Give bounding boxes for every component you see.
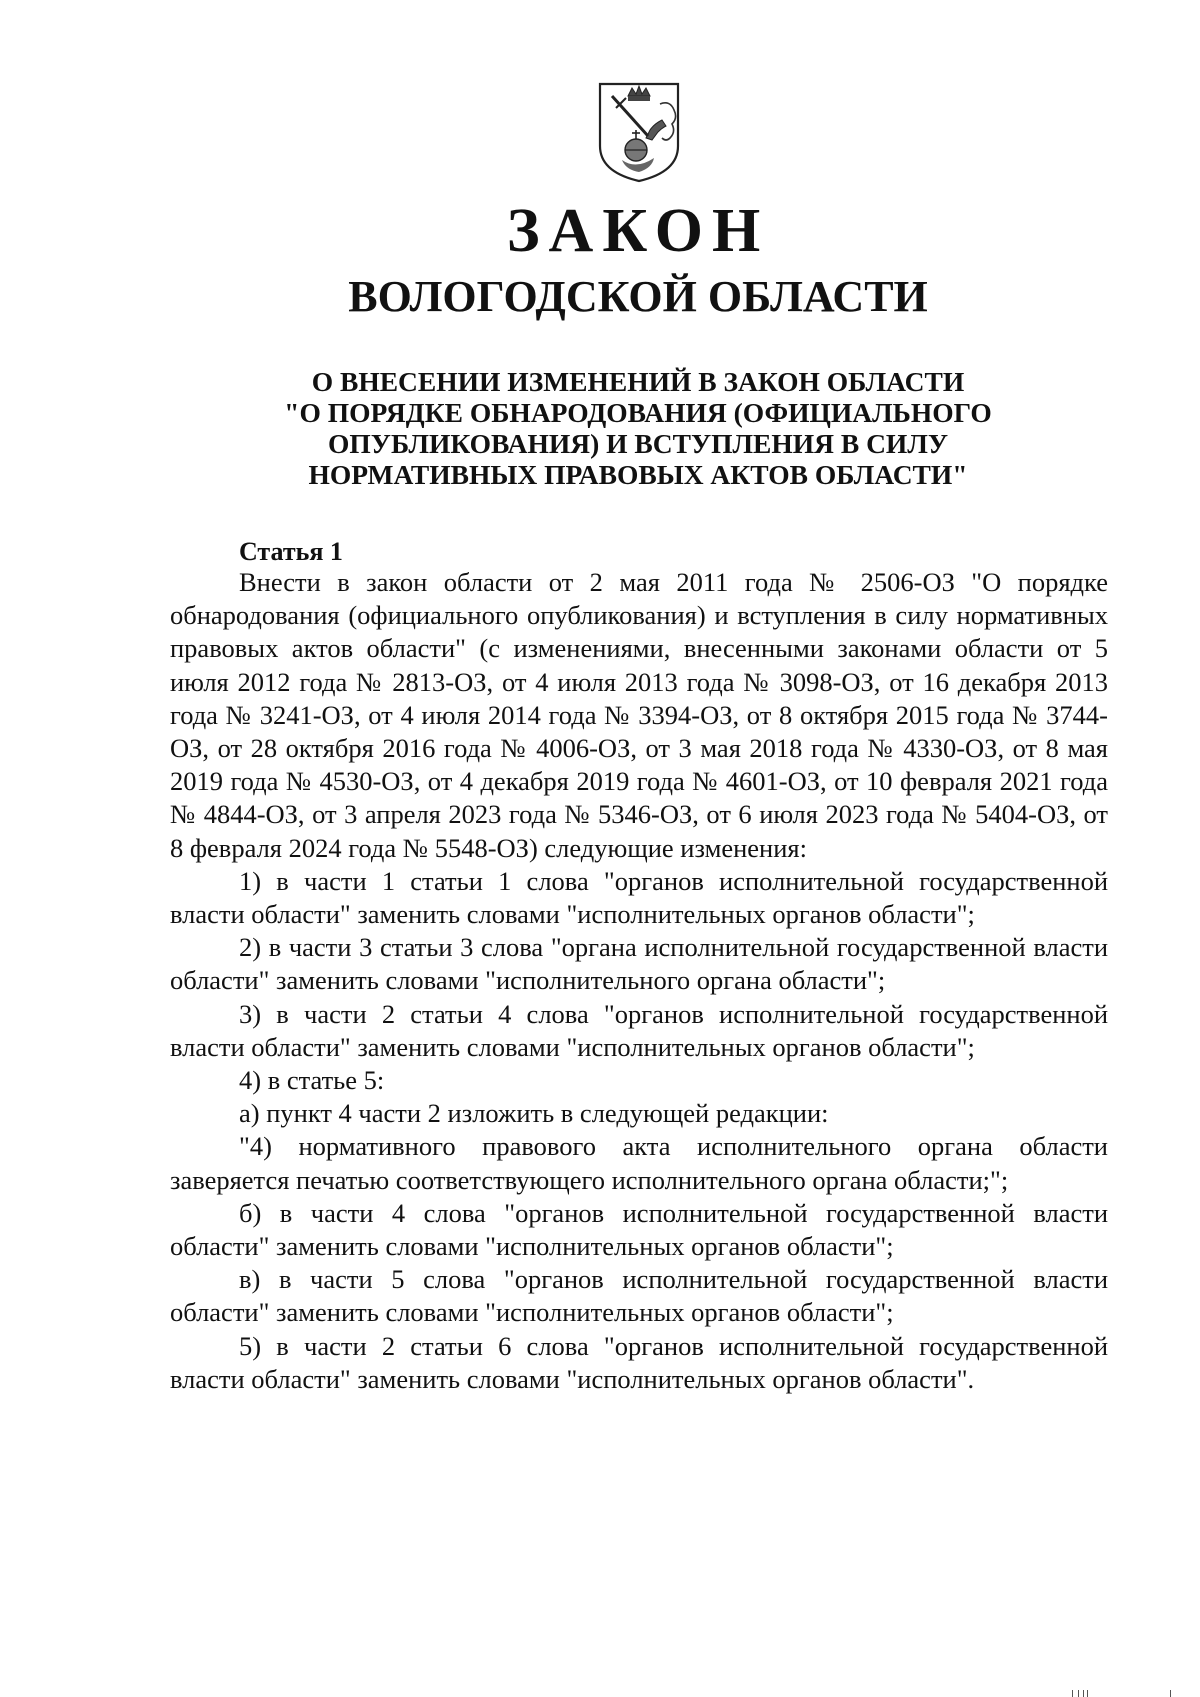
document-title-line: НОРМАТИВНЫХ ПРАВОВЫХ АКТОВ ОБЛАСТИ" [308,459,968,490]
article-paragraph: 2) в части 3 статьи 3 слова "органа исполнительной государственной власти области" заменить словами "исполнительного органа области"; [170,932,1108,996]
article-paragraph: в) в части 5 слова "органов исполнительной государственной власти области" заменить словами "исполнительных органов области"; [170,1264,1108,1328]
article-paragraph: 4) в статье 5: [239,1065,385,1096]
document-title-line: "О ПОРЯДКЕ ОБНАРОДОВАНИЯ (ОФИЦИАЛЬНОГО [284,397,992,428]
law-title-word: ЗАКОН [506,197,770,265]
article-paragraph: Внести в закон области от 2 мая 2011 года № 2506-ОЗ "О порядке обнародования (официального опубликования) и вступления в силу нормативных правовых актов области" (с изменениями, внесенными законами области от 5 июля 2012 года № 2813-ОЗ, от 4 июля 2013 года № 3098-ОЗ, от 16 декабря 2013 года № 3241-ОЗ, от 4 июля 2014 года № 3394-ОЗ, от 8 октября 2015 года № 3744-ОЗ, от 28 октября 2016 года № 4006-ОЗ, от 3 мая 2018 года № 4330-ОЗ, от 8 мая 2019 года № 4530-ОЗ, от 4 декабря 2019 года № 4601-ОЗ, от 10 февраля 2021 года № 4844-ОЗ, от 3 апреля 2023 года № 5346-ОЗ, от 6 июля 2023 года № 5404-ОЗ, от 8 февраля 2024 года № 5548-ОЗ) следующие изменения: [170,567,1108,863]
document-title-line: О ВНЕСЕНИИ ИЗМЕНЕНИЙ В ЗАКОН ОБЛАСТИ [311,366,965,397]
vologda-coat-of-arms-icon [596,80,682,184]
document-title-line: ОПУБЛИКОВАНИЯ) И ВСТУПЛЕНИЯ В СИЛУ [328,428,948,459]
article-paragraph: "4) нормативного правового акта исполнительного органа области заверяется печатью соответствующего исполнительного органа области;"; [170,1131,1108,1195]
article-paragraph: б) в части 4 слова "органов исполнительной государственной власти области" заменить словами "исполнительных органов области"; [170,1197,1108,1262]
article-paragraph: 1) в части 1 статьи 1 слова "органов исполнительной государственной власти области" заменить словами "исполнительных органов области"; [170,865,1108,930]
region-name: ВОЛОГОДСКОЙ ОБЛАСТИ [348,272,928,321]
article-paragraph: 3) в части 2 статьи 4 слова "органов исполнительной государственной власти области" заменить словами "исполнительных органов области"; [170,998,1108,1062]
scan-edge-marks [1070,1688,1180,1697]
article-paragraph: а) пункт 4 части 2 изложить в следующей редакции: [239,1098,829,1129]
article-body [170,566,1108,1396]
article-paragraph: 5) в части 2 статьи 6 слова "органов исполнительной государственной власти области" заменить словами "исполнительных органов области". [170,1330,1108,1394]
document-title [240,366,1036,490]
article-heading: Статья 1 [239,537,343,566]
